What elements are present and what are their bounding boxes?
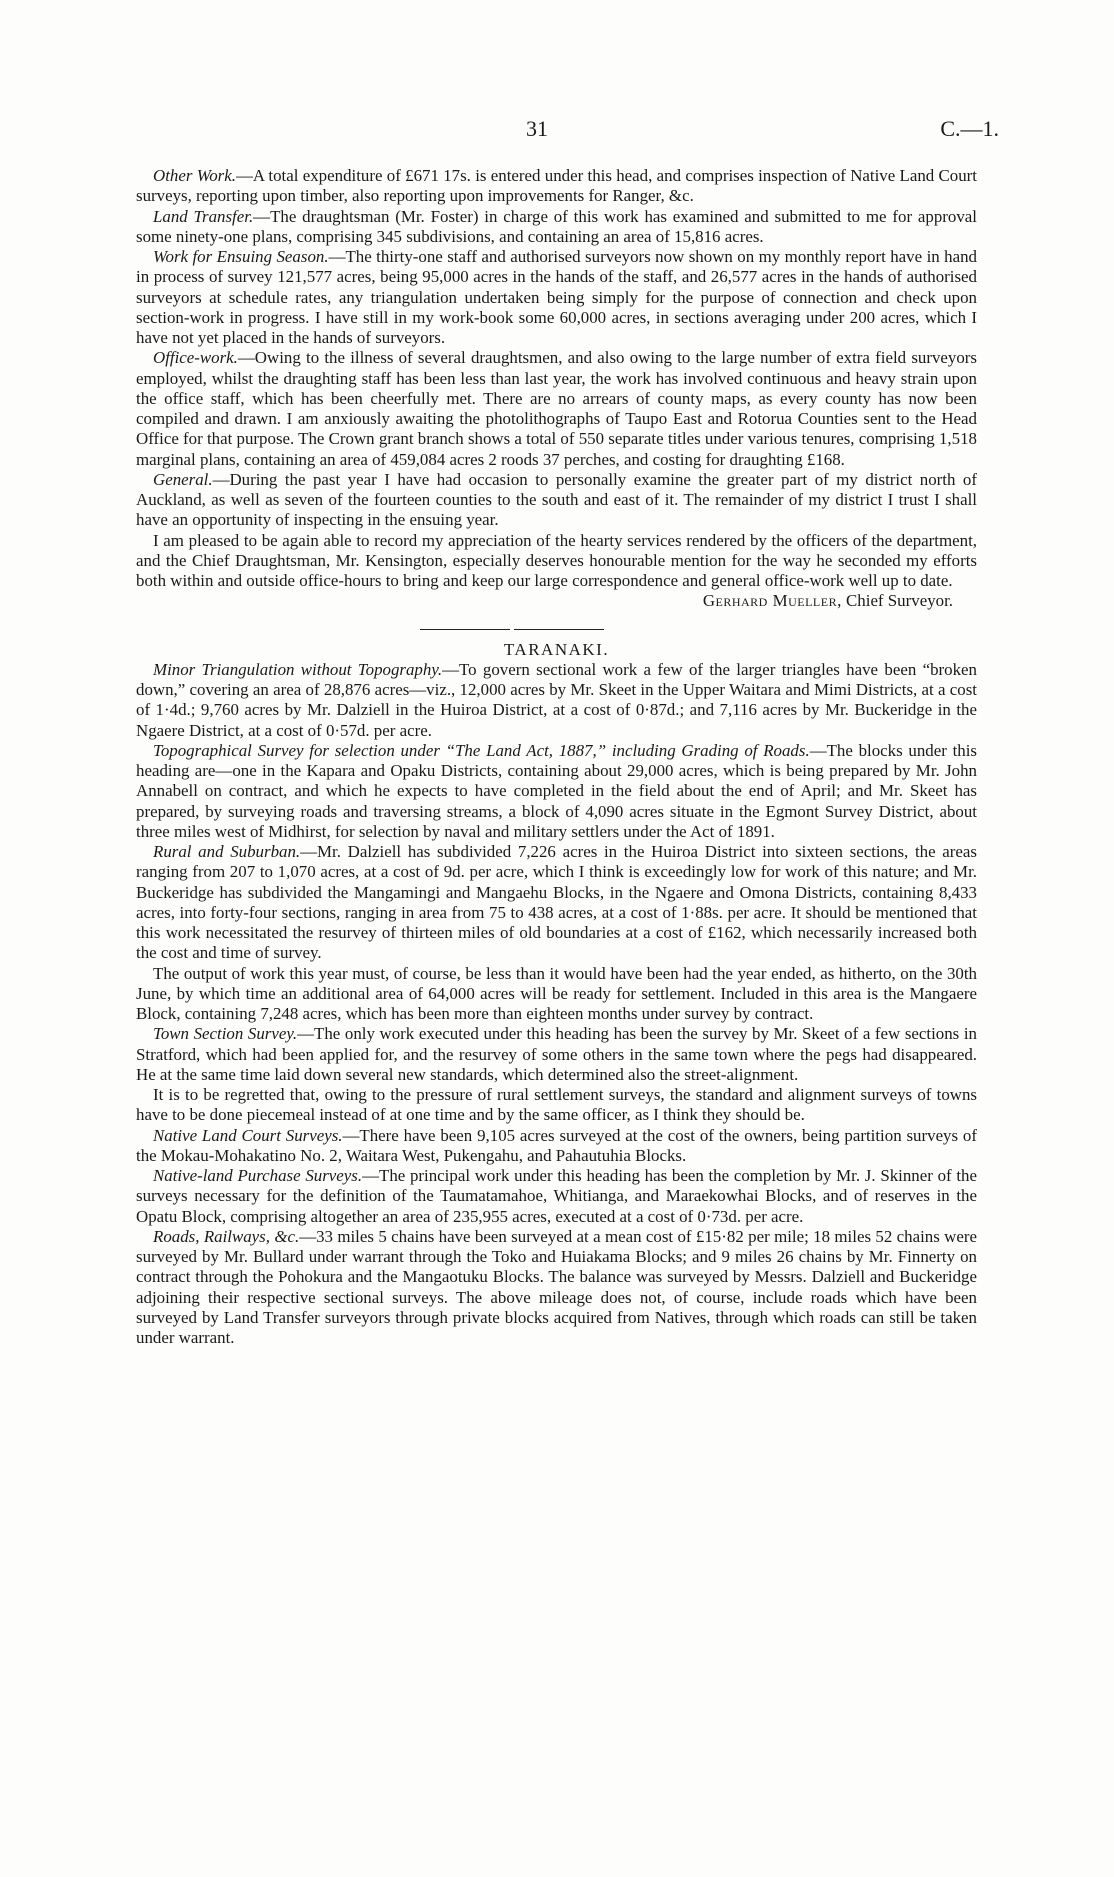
paragraph-text: It is to be regretted that, owing to the pressure of rural settlement surveys, the standard and alignment surveys of towns have to be done piecemeal instead of at one time and by the same officer, as I think they should be. [136, 1085, 977, 1125]
paragraph-native-land-court [136, 1126, 977, 1167]
paragraph-heading: Roads, Railways, &c. [153, 1226, 300, 1246]
paragraph-heading: Work for Ensuing Season. [153, 247, 329, 266]
paragraph-heading: Office-work. [153, 348, 238, 368]
divider-rule-left [420, 629, 510, 630]
paragraph-appreciation [136, 531, 977, 592]
paragraph-heading: Town Section Survey. [153, 1024, 298, 1044]
paragraph-rural-suburban [136, 842, 977, 964]
paragraph-text: —Owing to the illness of several draughtsmen, and also owing to the large number of extra field surveyors employed, whilst the draughting staff has been less than last year, the work has involved continuous and heavy strain upon the office staff, which has been cheerfully met. There are no arrears of county maps, as every county has now been compiled and drawn. I am anxiously awaiting the photolithographs of Taupo East and Rotorua Counties sent to the Head Office for that purpose. The Crown grant branch shows a total of 550 separate titles under various tenures, comprising 1,518 marginal plans, containing an area of 459,084 acres 2 roods 37 perches, and costing for draughting £168. [136, 348, 977, 469]
paragraph-heading: General. [153, 469, 213, 489]
section-title-taranaki: TARANAKI. [503, 639, 610, 659]
paragraph-heading: Land Transfer. [153, 206, 254, 226]
paragraph-text: The output of work this year must, of course, be less than it would have been had the year ended, as hitherto, on the 30th June, by which time an additional area of 64,000 acres will be ready for settlement. Included in this area is the Mangaere Block, containing 7,248 acres, which has been more than eighteen months under survey by contract. [136, 963, 977, 1023]
paragraph-heading: Rural and Suburban. [153, 842, 301, 861]
paragraph-text: —33 miles 5 chains have been surveyed at a mean cost of £15·82 per mile; 18 miles 52 chains were surveyed by Mr. Bullard under warrant through the Toko and Huiakama Blocks; and 9 miles 26 chains by Mr. Finnerty on contract through the Pohokura and the Mangaotuku Blocks. The balance was surveyed by Messrs. Dalziell and Buckeridge adjoining their respective sectional surveys. The above mileage does not, of course, include roads which have been surveyed by Land Transfer surveyors through private blocks acquired from Natives, through which roads can still be taken under warrant. [136, 1226, 977, 1347]
paragraph-heading: Topographical Survey for selection under “The Land Act, 1887,” including Grading of Roads. [153, 740, 810, 760]
paragraph-output-of-work [136, 964, 977, 1025]
paragraph-work-ensuing-season [136, 247, 977, 348]
paragraph-text: —The principal work under this heading has been the completion by Mr. J. Skinner of the surveys necessary for the definition of the Taumatamahoe, Whitianga, and Maraekowhai Blocks, and of reserves in the Opatu Block, comprising altogether an area of 235,955 acres, executed at a cost of 0·73d. per acre. [136, 1166, 978, 1226]
body-text [136, 166, 977, 1348]
paragraph-office-work [136, 348, 977, 470]
signature-title: Chief Surveyor. [841, 591, 953, 611]
paragraph-text: —The only work executed under this heading has been the survey by Mr. Skeet of a few sections in Stratford, which had been applied for, and the resurvey of some others in the same town where the pegs had disappeared. He at the same time laid down several new standards, which determined also the street-alignment. [136, 1024, 977, 1084]
paragraph-regret [136, 1085, 977, 1126]
paragraph-text: —The blocks under this heading are—one in the Kapara and Opaku Districts, containing about 29,000 acres, which is being prepared by Mr. John Annabell on contract, and which he expects to have completed in the field about the end of April; and Mr. Skeet has prepared, by surveying roads and traversing streams, a block of 4,090 acres situate in the Egmont Survey District, about three miles west of Midhirst, for selection by naval and military settlers under the Act of 1891. [136, 740, 977, 841]
paragraph-other-work [136, 166, 977, 207]
section-divider [136, 612, 977, 640]
paragraph-roads-railways [136, 1227, 977, 1349]
page-number: 31 [526, 116, 548, 141]
signature [136, 591, 977, 611]
document-reference: C.—1. [940, 116, 999, 141]
paragraph-native-land-purchase [136, 1166, 977, 1227]
paragraph-text: —There have been 9,105 acres surveyed at the cost of the owners, being partition surveys of the Mokau-Mohakatino No. 2, Waitara West, Pukengahu, and Pahautuhia Blocks. [136, 1125, 977, 1165]
signature-name: Gerhard Mueller, [702, 591, 842, 611]
paragraph-heading: Native-land Purchase Surveys. [153, 1166, 363, 1185]
paragraph-topographical-survey [136, 741, 977, 842]
paragraph-text: —The draughtsman (Mr. Foster) in charge of this work has examined and submitted to me for approval some ninety-one plans, comprising 345 subdivisions, and containing an area of 15,816 acres. [136, 206, 977, 246]
paragraph-text: —To govern sectional work a few of the larger triangles have been “broken down,” covering an area of 28,876 acres—viz., 12,000 acres by Mr. Skeet in the Upper Waitara and Mimi Districts, at a cost of 1·4d.; 9,760 acres by Mr. Dalziell in the Huiroa District, at a cost of 0·87d.; and 7,116 acres by Mr. Buckeridge in the Ngaere District, at a cost of 0·57d. per acre. [136, 659, 977, 740]
paragraph-heading: Other Work. [153, 166, 236, 185]
paragraph-text: —During the past year I have had occasion to personally examine the greater part of my district north of Auckland, as well as seven of the fourteen counties to the south and east of it. The remainder of my district I trust I shall have an opportunity of inspecting in the ensuing year. [136, 469, 977, 530]
paragraph-general [136, 470, 977, 531]
page-header [0, 116, 1114, 146]
paragraph-text: I am pleased to be again able to record my appreciation of the hearty services rendered by the officers of the department, and the Chief Draughtsman, Mr. Kensington, especially deserves honourable mention for the way he seconded my efforts both within and outside office-hours to bring and keep our large correspondence and general office-work well up to date. [136, 530, 977, 590]
paragraph-land-transfer [136, 207, 977, 248]
paragraph-text: —The thirty-one staff and authorised surveyors now shown on my monthly report have in hand in process of survey 121,577 acres, being 95,000 acres in the hands of the staff, and 26,577 acres in the hands of authorised surveyors at schedule rates, any triangulation undertaken being simply for the purpose of connection and check upon section-work in progress. I have still in my work-book some 60,000 acres, in sections averaging under 200 acres, which I have not yet placed in the hands of surveyors. [136, 247, 977, 347]
paragraph-text: —A total expenditure of £671 17s. is entered under this head, and comprises inspection of Native Land Court surveys, reporting upon timber, also reporting upon improvements for Ranger, &c. [136, 166, 977, 206]
paragraph-minor-triangulation [136, 660, 977, 741]
paragraph-heading: Minor Triangulation without Topography. [153, 659, 443, 679]
paragraph-town-section-survey [136, 1024, 977, 1085]
divider-rule-right [514, 629, 604, 630]
paragraph-heading: Native Land Court Surveys. [153, 1125, 343, 1145]
paragraph-text: —Mr. Dalziell has subdivided 7,226 acres in the Huiroa District into sixteen sections, the areas ranging from 207 to 1,070 acres, at a cost of 9d. per acre, which I think is exceedingly low for work of this nature; and Mr. Buckeridge has subdivided the Mangamingi and Mangaehu Blocks, in the Ngaere and Omona Districts, containing 8,433 acres, into forty-four sections, ranging in area from 75 to 438 acres, at a cost of 1·88s. per acre. It should be mentioned that this work necessitated the resurvey of thirteen miles of old boundaries at a cost of £162, which necessarily increased both the cost and time of survey. [136, 842, 977, 963]
